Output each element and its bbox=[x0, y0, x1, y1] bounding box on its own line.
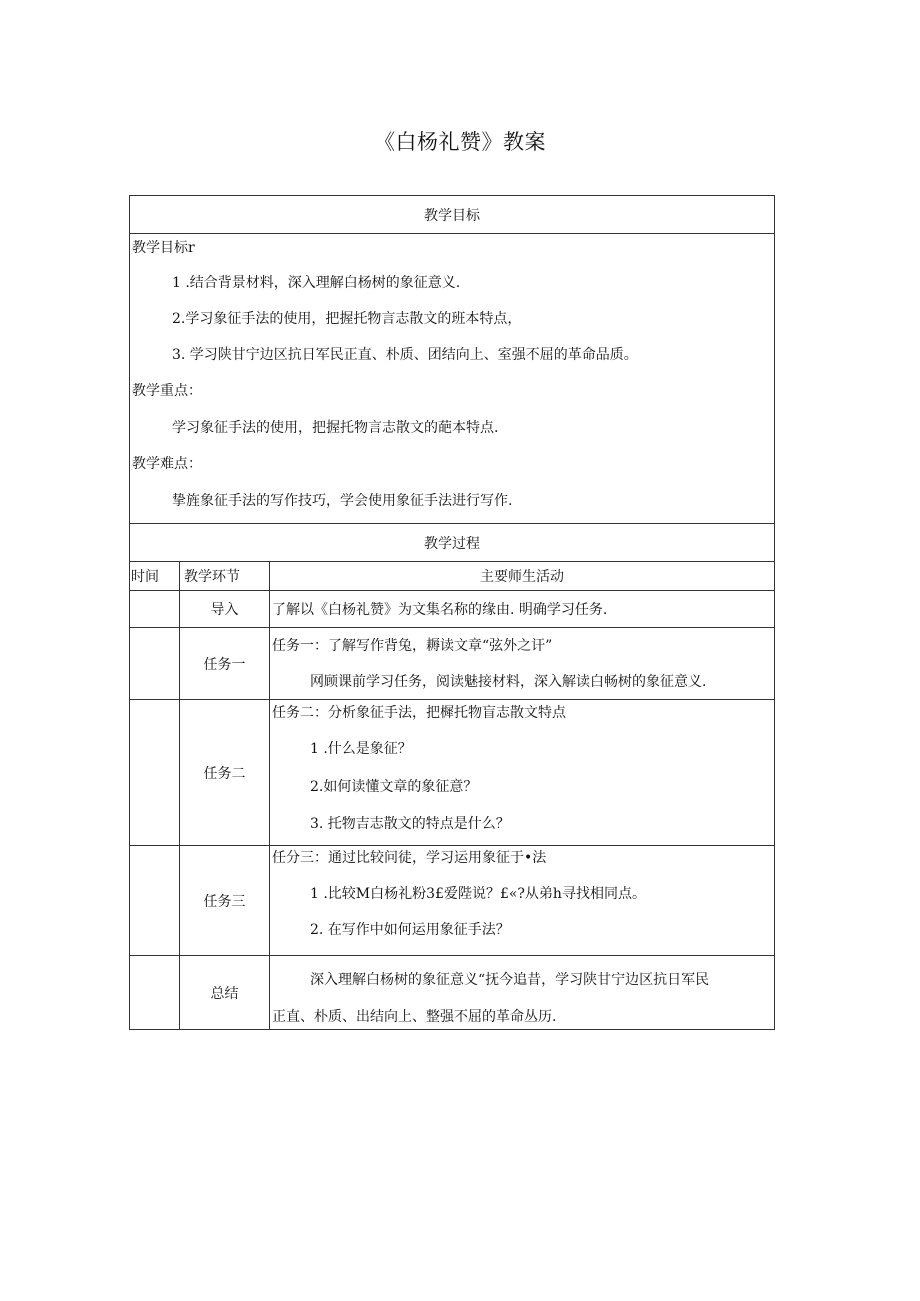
activity-line: 任务一：了解写作背兔，耨读文章“弦外之讦” bbox=[272, 638, 553, 654]
col-header-activity: 主要师生活动 bbox=[270, 562, 775, 591]
time-cell bbox=[130, 700, 180, 846]
difficulty-label: 教学难点： bbox=[132, 456, 202, 472]
activity-cell bbox=[270, 846, 775, 956]
page-title: 《白杨礼赞》教案 bbox=[374, 130, 546, 154]
lesson-table bbox=[129, 195, 775, 1030]
table-row bbox=[130, 846, 775, 956]
time-cell bbox=[130, 628, 180, 700]
difficulty-text: 挚旌象征手法的写作技巧，学会使用象征手法进行写作. bbox=[172, 493, 513, 509]
stage-cell: 导入 bbox=[180, 591, 270, 628]
goals-cell bbox=[130, 234, 775, 524]
activity-line: 1 .什么是象征？ bbox=[310, 741, 412, 757]
goals-header: 教学目标 bbox=[130, 196, 775, 234]
goal-item: 1 .结合背景材料，深入理解白杨树的象征意义. bbox=[172, 275, 461, 291]
table-row bbox=[130, 956, 775, 1030]
key-points-label: 教学重点： bbox=[132, 383, 202, 399]
goal-item: 3. 学习陕甘宁边区抗日军民正直、朴质、团结向上、室强不屈的革命品质。 bbox=[172, 347, 638, 363]
col-header-stage: 教学环节 bbox=[180, 562, 270, 591]
time-cell bbox=[130, 956, 180, 1030]
goal-item: 2.学习象征手法的使用，把握托物言志散文的班本特点， bbox=[172, 311, 522, 327]
activity-cell bbox=[270, 700, 775, 846]
activity-line: 2.如何读懂文章的象征意？ bbox=[310, 779, 478, 795]
activity-cell bbox=[270, 956, 775, 1030]
table-row bbox=[130, 628, 775, 700]
stage-cell: 任务一 bbox=[180, 628, 270, 700]
key-points-text: 学习象征手法的使用，把握托物言志散文的葩本特点. bbox=[172, 420, 499, 436]
stage-cell: 任务二 bbox=[180, 700, 270, 846]
activity-line: 1 .比较M白杨礼粉3£爱陛说？£«?从弟h寻找相同点。 bbox=[310, 886, 646, 902]
goals-label: 教学目标r bbox=[132, 240, 195, 256]
process-header: 教学过程 bbox=[130, 524, 775, 562]
table-row bbox=[130, 591, 775, 628]
col-header-time: 时间 bbox=[130, 562, 180, 591]
activity-line: 正直、朴质、出结向上、整强不屈的革命丛历. bbox=[272, 1009, 557, 1025]
time-cell bbox=[130, 591, 180, 628]
activity-line: 任务二：分析象征手法，把樨托物盲志散文特点 bbox=[272, 705, 566, 721]
activity-line: 网顾课前学习任务，阅读魅接材料，深入解读白畅树的象征意义. bbox=[310, 674, 707, 690]
activity-cell bbox=[270, 628, 775, 700]
activity-line: 深入理解白杨树的象征意义“抚今追昔，学习陕甘宁边区抗日军民 bbox=[310, 972, 710, 988]
stage-cell: 任务三 bbox=[180, 846, 270, 956]
stage-cell: 总结 bbox=[180, 956, 270, 1030]
activity-line: 3. 托物吉志散文的特点是什么？ bbox=[310, 816, 510, 832]
activity-line: 了解以《白杨礼赞》为文集名称的缘由. 明确学习任务. bbox=[270, 591, 775, 628]
table-row bbox=[130, 700, 775, 846]
activity-line: 任分三：通过比较问徒，学习运用象征于•法 bbox=[272, 850, 547, 866]
activity-line: 2. 在写作中如何运用象征手法？ bbox=[310, 922, 510, 938]
time-cell bbox=[130, 846, 180, 956]
